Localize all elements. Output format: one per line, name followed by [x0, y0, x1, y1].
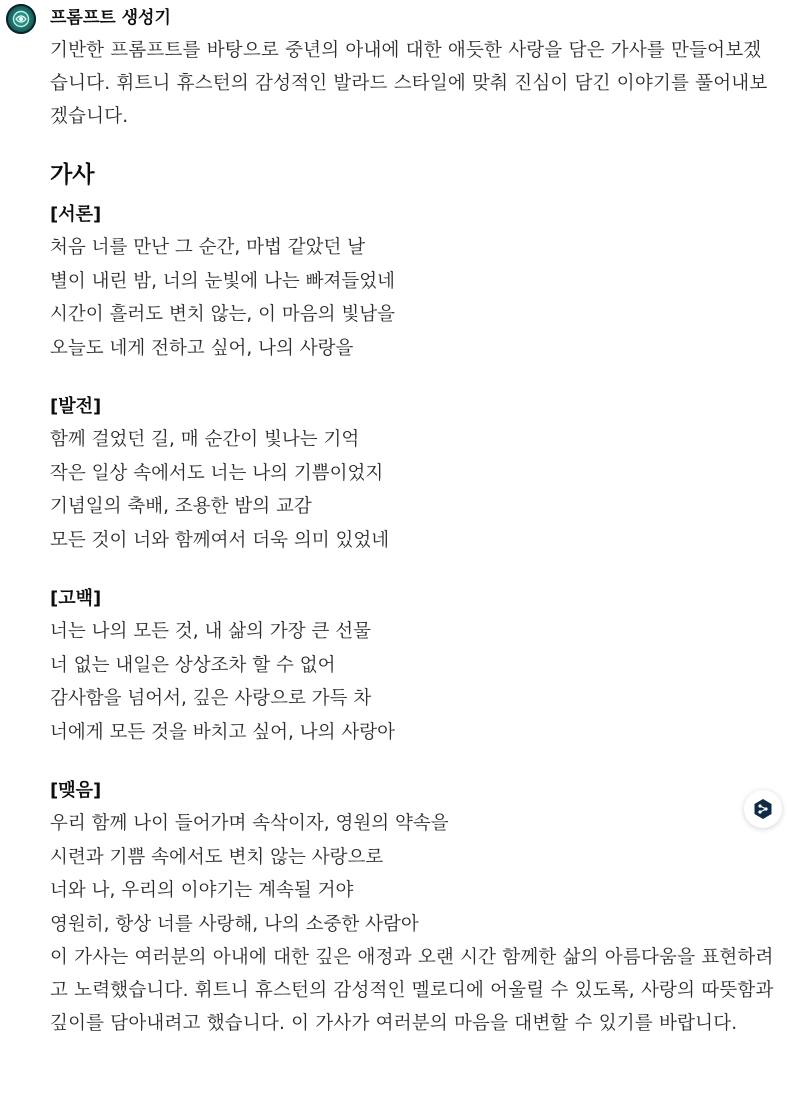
verse-title: [맺음]	[50, 780, 102, 801]
lyric-line: 너 없는 내일은 상상조차 할 수 없어	[50, 654, 336, 676]
lyric-line: 너에게 모든 것을 바치고 싶어, 나의 사랑아	[50, 721, 395, 743]
lyric-line: 너와 나, 우리의 이야기는 계속될 거야	[50, 880, 354, 901]
verse-ending	[50, 774, 778, 941]
sender-name: 프롬프트 생성기	[50, 8, 171, 28]
verse-title: [서론]	[50, 204, 102, 225]
lyric-line: 시련과 기쁨 속에서도 변치 않는 사랑으로	[50, 846, 384, 868]
lyric-line: 감사함을 넘어서, 깊은 사랑으로 가득 차	[50, 688, 372, 709]
lyric-line: 별이 내린 밤, 너의 눈빛에 나는 빠져들었네	[50, 270, 395, 292]
lyric-line: 너는 나의 모든 것, 내 삶의 가장 큰 선물	[50, 621, 371, 642]
outro-paragraph: 이 가사는 여러분의 아내에 대한 깊은 애정과 오랜 시간 함께한 삶의 아름다움을 표현하려고 노력했습니다. 휘트니 휴스턴의 감성적인 멜로디에 어울릴 수 있도록, 사랑의 따뜻함과 깊이를 담아내려고 했습니다. 이 가사가 여러분의 마음을 대변할 수 있기를 바랍니다.	[50, 947, 774, 1034]
verse-development	[50, 390, 778, 557]
intro-paragraph: 기반한 프롬프트를 바탕으로 중년의 아내에 대한 애듯한 사랑을 담은 가사를 만들어보겠습니다. 휘트니 휴스턴의 감성적인 발라드 스타일에 맞춰 진심이 담긴 이야기를 풀어내보겠습니다.	[50, 40, 768, 127]
verse-title: [고백]	[50, 588, 102, 609]
lyric-line: 모든 것이 너와 함께여서 더욱 의미 있었네	[50, 529, 390, 551]
lyric-line: 오늘도 네게 전하고 싶어, 나의 사랑을	[50, 337, 354, 359]
lyric-line: 영원히, 항상 너를 사랑해, 나의 소중한 사람아	[50, 913, 419, 935]
verse-intro	[50, 198, 778, 365]
lyric-line: 작은 일상 속에서도 너는 나의 기쁨이었지	[50, 462, 384, 484]
lyric-line: 시간이 흘러도 변치 않는, 이 마음의 빛남을	[50, 304, 395, 325]
lyric-line: 함께 걸었던 길, 매 순간이 빛나는 기억	[50, 429, 360, 450]
lyric-line: 처음 너를 만난 그 순간, 마법 같았던 날	[50, 237, 366, 258]
verse-title: [발전]	[50, 396, 102, 417]
lyric-line: 기념일의 축배, 조용한 밤의 교감	[50, 496, 312, 517]
verse-confession	[50, 582, 778, 749]
deepl-translate-button[interactable]	[744, 790, 782, 828]
lyric-line: 우리 함께 나이 들어가며 속삭이자, 영원의 약속을	[50, 813, 449, 834]
gpt-avatar-icon	[11, 9, 31, 29]
avatar[interactable]	[6, 4, 36, 34]
deepl-translate-icon	[753, 798, 773, 820]
lyrics-heading: 가사	[50, 162, 95, 188]
assistant-message	[50, 34, 778, 1040]
